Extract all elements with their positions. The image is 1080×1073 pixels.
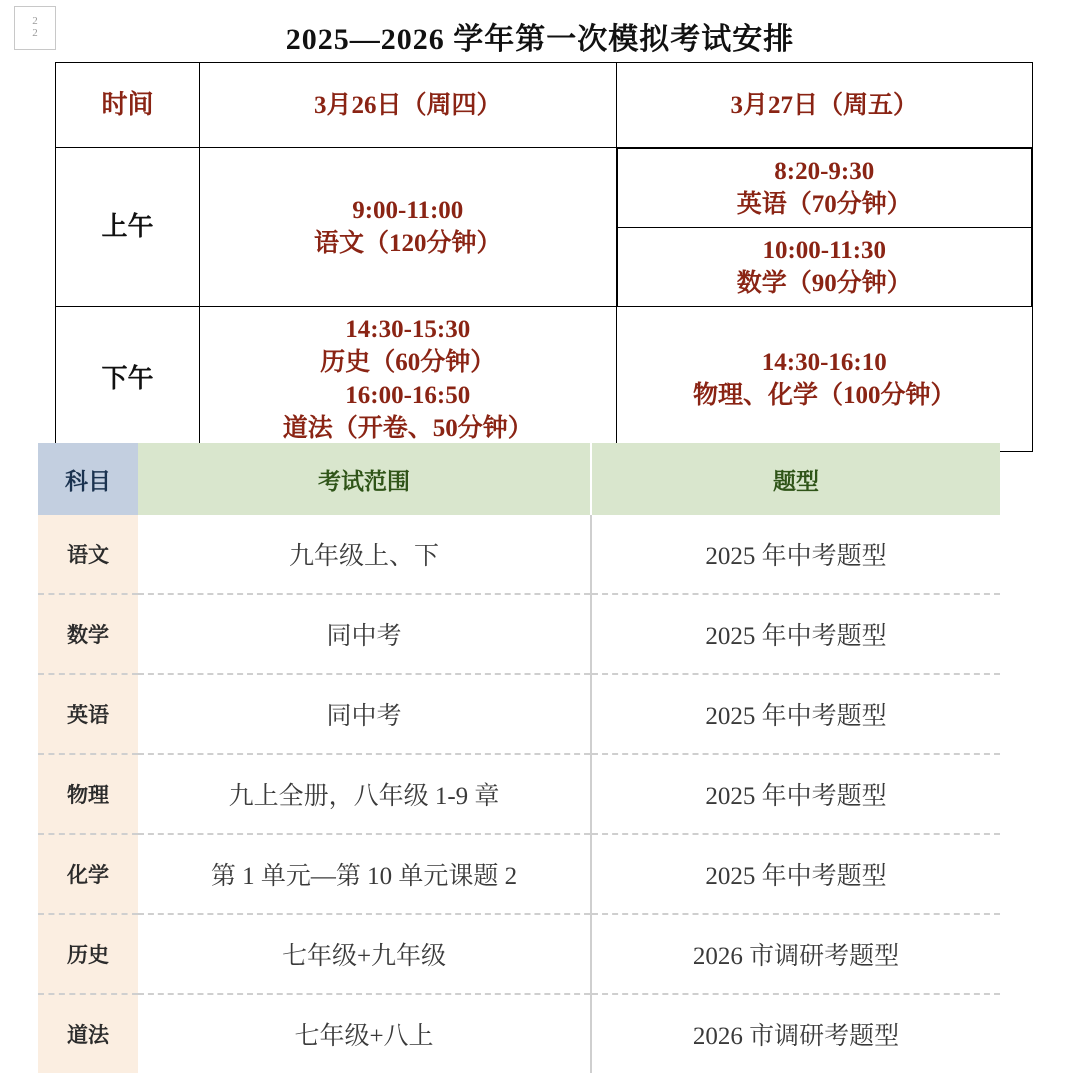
schedule-block-english	[617, 149, 1032, 228]
cell-type: 2025 年中考题型	[591, 754, 1000, 834]
schedule-block-math	[617, 228, 1032, 307]
cell-scope: 第 1 单元—第 10 单元课题 2	[138, 834, 591, 914]
schedule-cell-morning-day2	[616, 148, 1033, 307]
cell-subject: 语文	[38, 515, 138, 594]
cell-scope: 七年级+八上	[138, 994, 591, 1073]
cell-subject: 化学	[38, 834, 138, 914]
cell-subject: 道法	[38, 994, 138, 1073]
page-corner-mark-bottom: 2	[32, 26, 38, 39]
cell-scope: 九上全册，八年级 1-9 章	[138, 754, 591, 834]
schedule-row-label-morning: 上午	[56, 148, 200, 307]
cell-scope: 同中考	[138, 594, 591, 674]
schedule-cell-morning-day1	[200, 148, 617, 307]
table-row	[38, 674, 1000, 754]
cell-scope: 同中考	[138, 674, 591, 754]
schedule-time: 9:00-11:00	[352, 197, 464, 224]
table-row	[38, 994, 1000, 1073]
schedule-subcell	[617, 149, 1032, 228]
page-title: 2025—2026 学年第一次模拟考试安排	[285, 23, 795, 56]
table-row-header	[38, 443, 1000, 515]
subject-scope-table	[38, 443, 1000, 1073]
table-row-header	[56, 63, 1033, 148]
schedule-cell-afternoon-day2	[616, 307, 1033, 452]
schedule-time: 14:30-15:30	[345, 316, 471, 343]
schedule-subject: 语文（120分钟）	[313, 230, 502, 257]
column-header-type: 题型	[591, 443, 1000, 515]
schedule-time: 16:00-16:50	[345, 382, 471, 409]
schedule-row-label-afternoon: 下午	[56, 307, 200, 452]
cell-subject: 英语	[38, 674, 138, 754]
schedule-subcell	[617, 228, 1032, 307]
schedule-header-day1: 3月26日（周四）	[200, 63, 617, 148]
cell-scope: 七年级+九年级	[138, 914, 591, 994]
page-corner-mark-top: 2	[32, 15, 38, 27]
exam-schedule-table	[55, 62, 1033, 452]
table-row	[38, 754, 1000, 834]
cell-type: 2025 年中考题型	[591, 674, 1000, 754]
schedule-subject: 历史（60分钟）	[320, 349, 496, 376]
cell-subject: 数学	[38, 594, 138, 674]
schedule-cell-afternoon-day1	[200, 307, 617, 452]
table-row	[38, 914, 1000, 994]
cell-type: 2026 市调研考题型	[591, 914, 1000, 994]
schedule-subject: 物理、化学（100分钟）	[692, 382, 956, 409]
cell-subject: 历史	[38, 914, 138, 994]
schedule-time: 14:30-16:10	[761, 349, 887, 376]
cell-type: 2025 年中考题型	[591, 834, 1000, 914]
column-header-subject: 科目	[38, 443, 138, 515]
cell-type: 2025 年中考题型	[591, 594, 1000, 674]
table-row-afternoon	[56, 307, 1033, 452]
schedule-time: 8:20-9:30	[774, 158, 875, 185]
schedule-header-time: 时间	[56, 63, 200, 148]
cell-type: 2025 年中考题型	[591, 515, 1000, 594]
schedule-subject: 英语（70分钟）	[736, 191, 912, 218]
schedule-subject: 道法（开卷、50分钟）	[282, 415, 533, 442]
table-row	[38, 515, 1000, 594]
schedule-time: 10:00-11:30	[762, 237, 887, 264]
schedule-subject: 数学（90分钟）	[736, 270, 912, 297]
table-row-morning	[56, 148, 1033, 307]
cell-subject: 物理	[38, 754, 138, 834]
cell-type: 2026 市调研考题型	[591, 994, 1000, 1073]
cell-scope: 九年级上、下	[138, 515, 591, 594]
column-header-scope: 考试范围	[138, 443, 591, 515]
schedule-header-day2: 3月27日（周五）	[616, 63, 1033, 148]
table-row	[38, 594, 1000, 674]
table-row	[38, 834, 1000, 914]
